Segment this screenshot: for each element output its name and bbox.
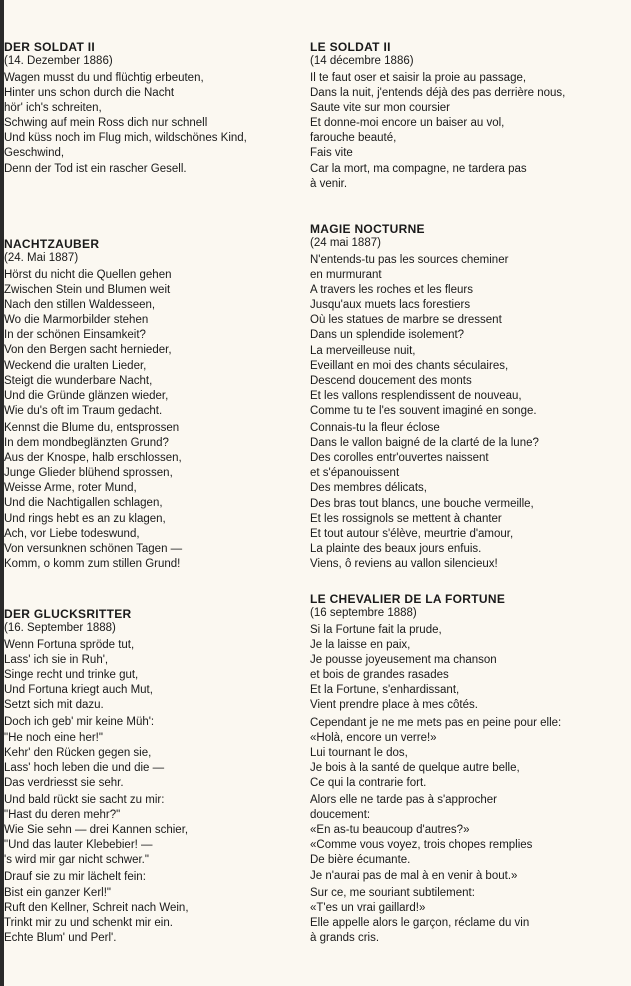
poem-line: Cependant je ne me mets pas en peine pour elle: — [310, 716, 562, 729]
poem-stanza — [310, 793, 606, 884]
poem-line: doucement: — [310, 809, 371, 822]
poem-line: Zwischen Stein und Blumen weit — [4, 284, 171, 297]
poem-body — [310, 71, 606, 192]
poem-line: Und Fortuna kriegt auch Mut, — [4, 684, 153, 697]
poem-date: (16. September 1888) — [4, 622, 116, 634]
poem-line: Car la mort, ma compagne, ne tardera pas — [310, 162, 527, 175]
poem-line: Ruft den Kellner, Schreit nach Wein, — [4, 901, 189, 914]
poem-line: Eveillant en moi des chants séculaires, — [310, 359, 509, 372]
poem-line: Connais-tu la fleur éclose — [310, 422, 440, 435]
poem-line: Lass' ich sie in Ruh', — [4, 654, 109, 667]
poem-line: Geschwind, — [4, 147, 65, 160]
poem-line: La plainte des beaux jours enfuis. — [310, 542, 482, 555]
poem-line: Doch ich geb' mir keine Müh': — [4, 716, 155, 729]
poem-body — [4, 638, 304, 946]
poem-line: Aus der Knospe, halb erschlossen, — [4, 452, 182, 465]
poem-line: Dans la nuit, j'entends déjà des pas derrière nous, — [310, 87, 566, 100]
poem-stanza — [4, 870, 304, 945]
poem-stanza — [4, 715, 304, 790]
poem-line: Et donne-moi encore un baiser au vol, — [310, 117, 505, 130]
poem-line: Junge Glieder blühend sprossen, — [4, 467, 173, 480]
poem-line: Saute vite sur mon coursier — [310, 102, 450, 115]
poem-line: Je pousse joyeusement ma chanson — [310, 654, 497, 667]
poem-line: Wie du's oft im Traum gedacht. — [4, 404, 163, 417]
poem-line: Elle appelle alors le garçon, réclame du vin — [310, 916, 530, 929]
poem-line: Hörst du nicht die Quellen gehen — [4, 269, 172, 281]
poem-stanza — [4, 268, 304, 419]
poem-nachtzauber — [4, 237, 304, 572]
poem-line: Il te faut oser et saisir la proie au passage, — [310, 72, 527, 84]
poem-line: et bois de grandes rasades — [310, 669, 449, 682]
poem-line: et s'épanouissent — [310, 467, 400, 480]
poem-line: Wenn Fortuna spröde tut, — [4, 639, 135, 651]
poem-stanza — [310, 253, 606, 419]
poem-stanza — [310, 71, 606, 192]
poem-line: en murmurant — [310, 269, 382, 282]
poem-line: "Und das lauter Klebebier! — — [4, 839, 153, 852]
poem-line: «Comme vous voyez, trois chopes remplies — [310, 839, 533, 852]
poem-line: Und rings hebt es an zu klagen, — [4, 512, 166, 525]
poem-line: 's wird mir gar nicht schwer." — [4, 854, 149, 867]
poem-title: DER SOLDAT II — [4, 40, 96, 54]
poem-line: N'entends-tu pas les sources cheminer — [310, 254, 509, 266]
poem-line: Fais vite — [310, 147, 353, 160]
poem-line: Und die Nachtigallen schlagen, — [4, 497, 163, 510]
poem-line: Weckend die uralten Lieder, — [4, 359, 147, 372]
poem-date: (14. Dezember 1886) — [4, 55, 113, 67]
poem-magie-nocturne — [310, 222, 606, 572]
poem-line: Des membres délicats, — [310, 482, 427, 495]
poem-date: (16 septembre 1888) — [310, 607, 417, 619]
poem-line: Et la Fortune, s'enhardissant, — [310, 684, 460, 697]
poem-line: Ach, vor Liebe todeswund, — [4, 527, 140, 540]
poem-line: Steigt die wunderbare Nacht, — [4, 374, 153, 387]
poem-le-chevalier-de-la-fortune — [310, 592, 606, 946]
poem-body — [4, 268, 304, 572]
poem-line: Schwing auf mein Ross dich nur schnell — [4, 117, 208, 130]
poem-stanza — [310, 623, 606, 714]
poem-le-soldat-ii — [310, 40, 606, 192]
poem-line: Wo die Marmorbilder stehen — [4, 314, 149, 327]
poem-body — [310, 253, 606, 572]
poem-body — [4, 71, 304, 177]
poem-line: Et les vallons resplendissent de nouveau, — [310, 389, 522, 402]
poem-line: La merveilleuse nuit, — [310, 344, 416, 357]
poem-date: (24 mai 1887) — [310, 237, 381, 249]
poem-line: Sur ce, me souriant subtilement: — [310, 886, 475, 899]
poem-line: Und bald rückt sie sacht zu mir: — [4, 793, 165, 806]
poem-line: Wie Sie sehn — drei Kannen schier, — [4, 824, 189, 837]
poem-line: Trinkt mir zu und schenkt mir ein. — [4, 916, 173, 929]
poem-line: Singe recht und trinke gut, — [4, 669, 139, 682]
poem-line: Denn der Tod ist ein rascher Gesell. — [4, 162, 187, 175]
poem-line: Hinter uns schon durch die Nacht — [4, 87, 175, 100]
poem-line: Lui tournant le dos, — [310, 746, 408, 759]
poem-line: «En as-tu beaucoup d'autres?» — [310, 824, 470, 837]
poem-line: Dans un splendide isolement? — [310, 329, 465, 342]
poem-date: (24. Mai 1887) — [4, 252, 79, 264]
poem-line: Comme tu te l'es souvent imaginé en songe. — [310, 404, 537, 417]
poem-line: Wagen musst du und flüchtig erbeuten, — [4, 72, 204, 84]
poem-line: Und die Gründe glänzen wieder, — [4, 389, 169, 402]
poem-body — [310, 623, 606, 946]
poem-line: Des bras tout blancs, une bouche vermeille, — [310, 497, 534, 510]
poem-date: (14 décembre 1886) — [310, 55, 414, 67]
poem-line: Kehr' den Rücken gegen sie, — [4, 746, 152, 759]
poem-line: Vient prendre place à mes côtés. — [310, 699, 478, 712]
poem-line: Komm, o komm zum stillen Grund! — [4, 557, 181, 570]
poem-line: Je n'aurai pas de mal à en venir à bout.» — [310, 869, 518, 882]
poem-title: DER GLUCKSRITTER — [4, 607, 132, 621]
poem-line: De bière écumante. — [310, 854, 411, 867]
poem-line: In dem mondbeglänzten Grund? — [4, 437, 169, 450]
poem-line: In der schönen Einsamkeit? — [4, 329, 146, 342]
poem-title: LE CHEVALIER DE LA FORTUNE — [310, 592, 506, 606]
poem-line: Von versunknen schönen Tagen — — [4, 542, 183, 555]
poem-line: Je la laisse en paix, — [310, 639, 411, 652]
poem-line: «T'es un vrai gaillard!» — [310, 901, 426, 914]
poem-line: Si la Fortune fait la prude, — [310, 624, 442, 636]
poem-line: à venir. — [310, 177, 348, 190]
poem-line: Das verdriesst sie sehr. — [4, 776, 124, 789]
poem-title: NACHTZAUBER — [4, 237, 100, 251]
poem-stanza — [4, 793, 304, 868]
poem-line: Bist ein ganzer Kerl!" — [4, 886, 111, 899]
poem-stanza — [4, 421, 304, 572]
poem-line: Lass' hoch leben die und die — — [4, 761, 165, 774]
poem-line: «Holà, encore un verre!» — [310, 731, 437, 744]
poem-line: "He noch eine her!" — [4, 731, 103, 744]
poem-line: farouche beauté, — [310, 132, 397, 145]
poem-stanza — [310, 716, 606, 791]
poem-stanza — [310, 886, 606, 946]
poem-der-soldat-ii — [4, 40, 304, 177]
poem-line: Descend doucement des monts — [310, 374, 472, 387]
poem-stanza — [4, 71, 304, 177]
poem-line: Je bois à la santé de quelque autre belle, — [310, 761, 520, 774]
poem-line: à grands cris. — [310, 931, 380, 944]
poem-line: Drauf sie zu mir lächelt fein: — [4, 871, 146, 884]
poem-line: Kennst die Blume du, entsprossen — [4, 421, 180, 434]
poem-der-gluecksritter — [4, 607, 304, 946]
poem-line: A travers les roches et les fleurs — [310, 284, 473, 297]
poem-line: Echte Blum' und Perl'. — [4, 931, 117, 944]
poem-stanza — [310, 421, 606, 572]
poem-line: Viens, ô reviens au vallon silencieux! — [310, 557, 498, 570]
poem-line: Nach den stillen Waldesseen, — [4, 299, 156, 312]
poem-line: Alors elle ne tarde pas à s'approcher — [310, 794, 497, 807]
poem-line: Und küss noch im Flug mich, wildschönes Kind, — [4, 132, 247, 145]
poem-line: Jusqu'aux muets lacs forestiers — [310, 299, 471, 312]
poem-line: Où les statues de marbre se dressent — [310, 314, 502, 327]
poem-title: LE SOLDAT II — [310, 40, 391, 54]
poem-stanza — [4, 638, 304, 713]
poem-line: Von den Bergen sacht hernieder, — [4, 344, 172, 357]
poem-line: Dans le vallon baigné de la clarté de la lune? — [310, 437, 539, 450]
poem-line: Setzt sich mit dazu. — [4, 699, 104, 712]
poem-line: "Hast du deren mehr?" — [4, 809, 121, 822]
poem-line: Weisse Arme, roter Mund, — [4, 482, 137, 495]
poem-line: Des corolles entr'ouvertes naissent — [310, 452, 489, 465]
poem-line: Et tout autour s'élève, meurtrie d'amour, — [310, 527, 514, 540]
poem-title: MAGIE NOCTURNE — [310, 222, 425, 236]
poem-line: hör' ich's schreiten, — [4, 102, 102, 115]
poem-line: Ce qui la contrarie fort. — [310, 776, 427, 789]
poem-line: Et les rossignols se mettent à chanter — [310, 512, 502, 525]
